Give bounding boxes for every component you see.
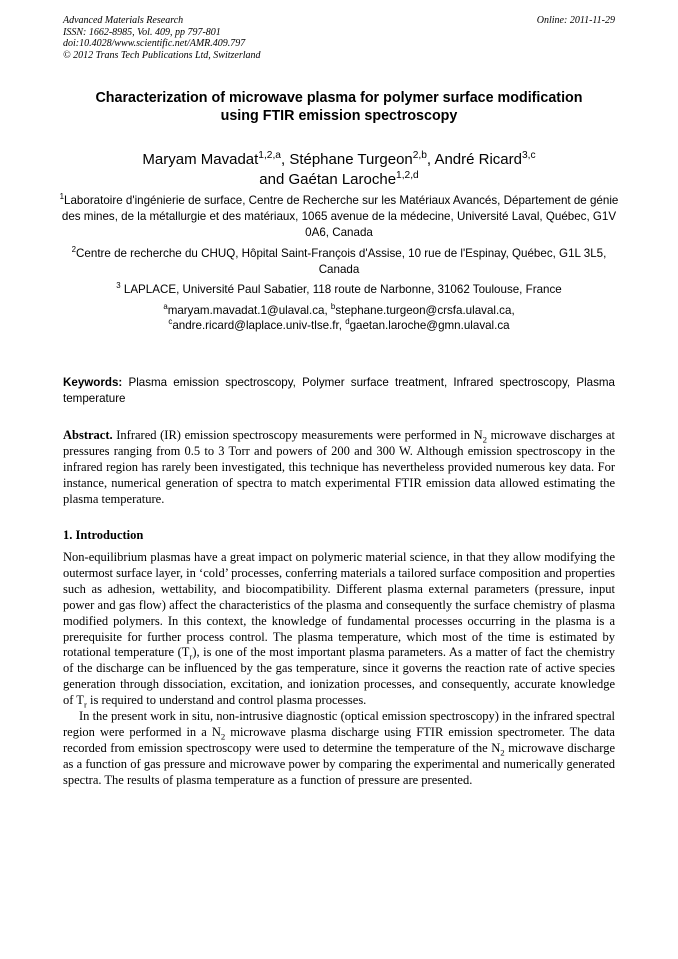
paragraph (63, 550, 615, 709)
email-mark: d (345, 316, 350, 326)
subscript: 2 (500, 747, 505, 758)
subscript: r (189, 651, 193, 662)
author-affiliation-mark: 3,c (521, 150, 536, 161)
affiliation-2 (55, 246, 623, 278)
author-list (40, 150, 638, 190)
journal-issn: ISSN: 1662-8985, Vol. 409, pp 797-801 (63, 26, 221, 38)
keywords-text: Plasma emission spectroscopy, Polymer surface treatment, Infrared spectroscopy, Plasma temperature (63, 376, 615, 405)
paper-title (40, 90, 638, 125)
paper-title-line2: using FTIR emission spectroscopy (220, 107, 458, 124)
email-mark: a (163, 302, 168, 312)
email-separator: , (324, 304, 331, 317)
subscript: r (83, 699, 87, 710)
keywords-label: Keywords: (63, 376, 123, 389)
paragraph-text: microwave plasma discharge using FTIR emission spectrometer. The data recorded from emission spectroscopy were used to determine the temperature of the N (63, 724, 615, 755)
author-separator: , (280, 151, 290, 168)
author-emails (55, 304, 623, 333)
email-link[interactable]: maryam.mavadat.1@ulaval.ca (167, 304, 325, 317)
author-conjunction: and (259, 171, 289, 188)
paragraph-text: is required to understand and control plasma processes. (86, 693, 367, 708)
affiliation-text: LAPLACE, Université Paul Sabatier, 118 route de Narbonne, 31062 Toulouse, France (120, 283, 562, 296)
journal-name: Advanced Materials Research (63, 15, 184, 26)
author-separator: , (426, 151, 435, 168)
email-line-1 (55, 304, 623, 319)
affiliation-text: Laboratoire d'ingénierie de surface, Centre de Recherche sur les Matériaux Avancés, Département de génie des mines, de la métallurgie et des matériaux, 1065 avenue de la médecine, Université Laval, Québec, G1V 0A6, Canada (61, 194, 619, 240)
author-name: Stéphane Turgeon (289, 151, 413, 168)
author-name: Gaétan Laroche (288, 171, 397, 188)
journal-copyright: © 2012 Trans Tech Publications Ltd, Switzerland (63, 49, 261, 61)
author-affiliation-mark: 1,2,a (258, 150, 281, 161)
affiliation-1 (55, 193, 623, 242)
paragraph-text: ), is one of the most important plasma parameters. As a matter of fact the chemistry of the discharge can be influenced by the gas temperature, since it governs the reaction rate of active species generation through dissociation, excitation, and ionization processes, and consequently, accurate knowledge of T (63, 645, 615, 708)
affiliation-mark: 1 (59, 192, 65, 202)
email-mark: b (330, 302, 336, 312)
paragraph-text: Non-equilibrium plasmas have a great impact on polymeric material science, in that they allow modifying the outermost surface layer, in ‘cold’ processes, conferring materials a tailored surface composition and properties such as adhesion, wettability, and biocompatibility. Different plasma external parameters (pressure, input power and gas flow) affect the characteristics of the plasma and consequently the surface chemistry of plasma modified polymers. In this context, the knowledge of fundamental processes occurring in the plasma is a prerequisite for further process control. The plasma temperature, which most of the time is estimated by rotational temperature (T (63, 550, 615, 660)
affiliation-mark: 3 (116, 281, 121, 291)
introduction-body (63, 550, 615, 789)
affiliation-3 (55, 282, 623, 298)
subscript: 2 (220, 731, 226, 742)
email-separator: , (511, 304, 515, 317)
affiliation-text: Centre de recherche du CHUQ, Hôpital Saint-François d'Assise, 10 rue de l'Espinay, Québec, G1L 3L5, Canada (76, 247, 607, 277)
section-heading-introduction: 1. Introduction (63, 528, 144, 542)
abstract-label: Abstract. (63, 428, 113, 442)
paper-title-line1: Characterization of microwave plasma for polymer surface modification (95, 90, 583, 106)
journal-header (63, 15, 261, 61)
online-date: Online: 2011-11-29 (536, 15, 615, 26)
email-link[interactable]: andre.ricard@laplace.univ-tlse.fr (172, 318, 339, 332)
author-affiliation-mark: 2,b (412, 150, 427, 161)
email-mark: c (168, 316, 173, 326)
abstract-text: microwave discharges at pressures ranging from 0.5 to 3 Torr and powers of 200 and 300 W. Although emission spectroscopy in the infrared region has rarely been investigated, this technique has nevertheless provided numerous key data. For instance, numerical generation of spectra to match experimental FTIR emission data allowed estimating the plasma temperature. (63, 428, 615, 506)
email-separator: , (338, 318, 346, 332)
paragraph-text: microwave discharge as a function of gas pressure and microwave power by comparing the experimental and numerically generated spectra. The results of plasma temperature as a function of pressure are presented. (63, 740, 615, 787)
abstract-text: Infrared (IR) emission spectroscopy measurements were performed in N (112, 428, 483, 442)
author-affiliation-mark: 1,2,d (396, 170, 419, 181)
author-line-2 (40, 170, 638, 190)
author-line-1 (40, 150, 638, 170)
affiliation-mark: 2 (71, 245, 77, 255)
abstract (63, 428, 615, 508)
paragraph-text: In the present work in situ, non-intrusive diagnostic (optical emission spectroscopy) in the infrared spectral region were performed in a N (63, 709, 615, 739)
email-line-2 (55, 316, 623, 334)
author-name: Maryam Mavadat (142, 151, 259, 168)
email-link[interactable]: stephane.turgeon@crsfa.ulaval.ca (335, 304, 512, 317)
paragraph (63, 709, 615, 789)
keywords (63, 375, 615, 407)
author-name: André Ricard (434, 151, 522, 168)
journal-doi: doi:10.4028/www.scientific.net/AMR.409.797 (63, 38, 246, 49)
email-link[interactable]: gaetan.laroche@gmn.ulaval.ca (349, 318, 510, 332)
subscript: 2 (482, 434, 488, 445)
